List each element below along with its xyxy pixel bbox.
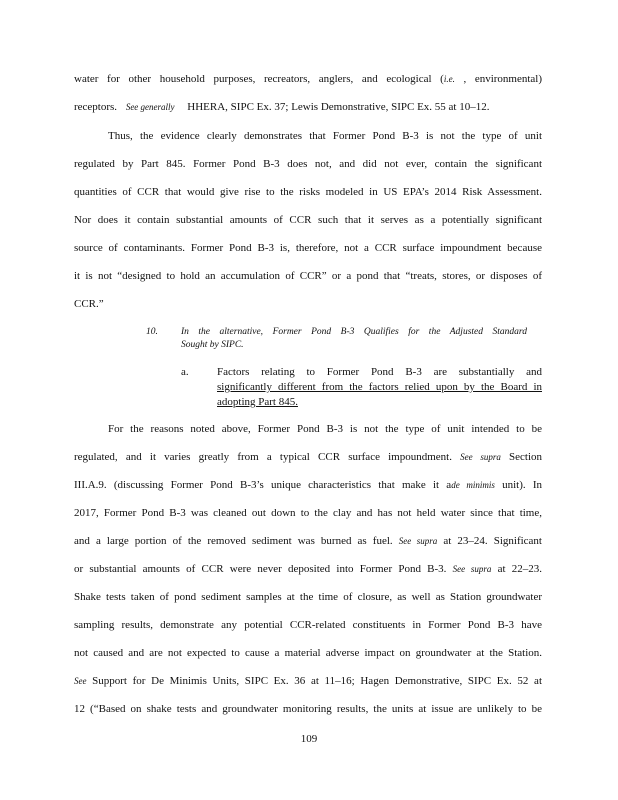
- text-line: it is not “designed to hold an accumulation of CCR” or a pond that “treats, stores, or disposes of: [74, 270, 542, 282]
- text-span: receptors.: [74, 101, 118, 113]
- text-span: unit). In: [502, 479, 542, 491]
- text-span: Section: [509, 451, 543, 463]
- italic-span: See supra: [398, 536, 438, 546]
- text-span: and a large portion of the removed sediment was burned as fuel.: [74, 535, 393, 547]
- text-span: water for other household purposes, recreators, anglers, and ecological (: [74, 73, 444, 85]
- section-heading: Sought by SIPC.: [181, 340, 244, 350]
- italic-span: See supra: [460, 452, 501, 462]
- text-span: Support for De Minimis Units, SIPC Ex. 36 at 11–16; Hagen Demonstrative, SIPC Ex. 52 at: [92, 675, 542, 687]
- text-line: source of contaminants. Former Pond B-3 is, therefore, not a CCR surface impoundment because: [74, 242, 542, 254]
- subsection-heading: Factors relating to Former Pond B-3 are substantially and: [217, 366, 542, 378]
- text-line: [74, 535, 542, 548]
- subsection-number: a.: [181, 366, 189, 378]
- text-line: Shake tests taken of pond sediment samples at the time of closure, as well as Station groundwater: [74, 591, 542, 603]
- subsection-heading: adopting Part 845.: [217, 396, 298, 408]
- text-line: [74, 73, 542, 86]
- text-line: [74, 479, 542, 492]
- text-span: at 22–23.: [497, 563, 543, 575]
- text-line: quantities of CCR that would give rise to the risks modeled in US EPA’s 2014 Risk Assessment.: [74, 186, 542, 198]
- text-line: not caused and are not expected to cause a material adverse impact on groundwater at the Station.: [74, 647, 542, 659]
- text-line: sampling results, demonstrate any potential CCR-related constituents in Former Pond B-3 have: [74, 619, 542, 631]
- subsection-heading: significantly different from the factors relied upon by the Board in: [217, 381, 542, 393]
- text-line: regulated by Part 845. Former Pond B-3 does not, and did not ever, contain the significant: [74, 158, 542, 170]
- text-line: [74, 563, 542, 576]
- text-span: , environmental): [463, 73, 543, 85]
- section-number: 10.: [146, 327, 158, 337]
- text-line: Thus, the evidence clearly demonstrates that Former Pond B-3 is not the type of unit: [108, 130, 542, 142]
- text-span: regulated, and it varies greatly from a typical CCR surface impoundment.: [74, 451, 452, 463]
- text-span: or substantial amounts of CCR were never deposited into Former Pond B-3.: [74, 563, 447, 575]
- text-line: Nor does it contain substantial amounts of CCR such that it serves as a potentially significant: [74, 214, 542, 226]
- text-span: at 23–24. Significant: [443, 535, 542, 547]
- text-span: III.A.9. (discussing Former Pond B-3’s unique characteristics that make it a: [74, 479, 452, 491]
- text-line: [74, 101, 542, 114]
- italic-span: See: [74, 676, 87, 686]
- text-line: [74, 675, 542, 688]
- text-line: For the reasons noted above, Former Pond B-3 is not the type of unit intended to be: [108, 423, 542, 435]
- page-number: 109: [300, 733, 318, 745]
- italic-span: See supra: [452, 564, 492, 574]
- text-line: [74, 451, 542, 464]
- text-line: CCR.”: [74, 298, 104, 310]
- italic-span: de minimis: [451, 480, 495, 490]
- section-heading: In the alternative, Former Pond B-3 Qualifies for the Adjusted Standard: [181, 327, 527, 337]
- text-line: 2017, Former Pond B-3 was cleaned out down to the clay and has not held water since that time,: [74, 507, 542, 519]
- text-span: HHERA, SIPC Ex. 37; Lewis Demonstrative, SIPC Ex. 55 at 10–12.: [187, 101, 490, 113]
- text-line: 12 (“Based on shake tests and groundwater monitoring results, the units at issue are unlikely to be: [74, 703, 542, 715]
- italic-span: See generally: [125, 102, 175, 112]
- italic-span: i.e.: [443, 74, 455, 84]
